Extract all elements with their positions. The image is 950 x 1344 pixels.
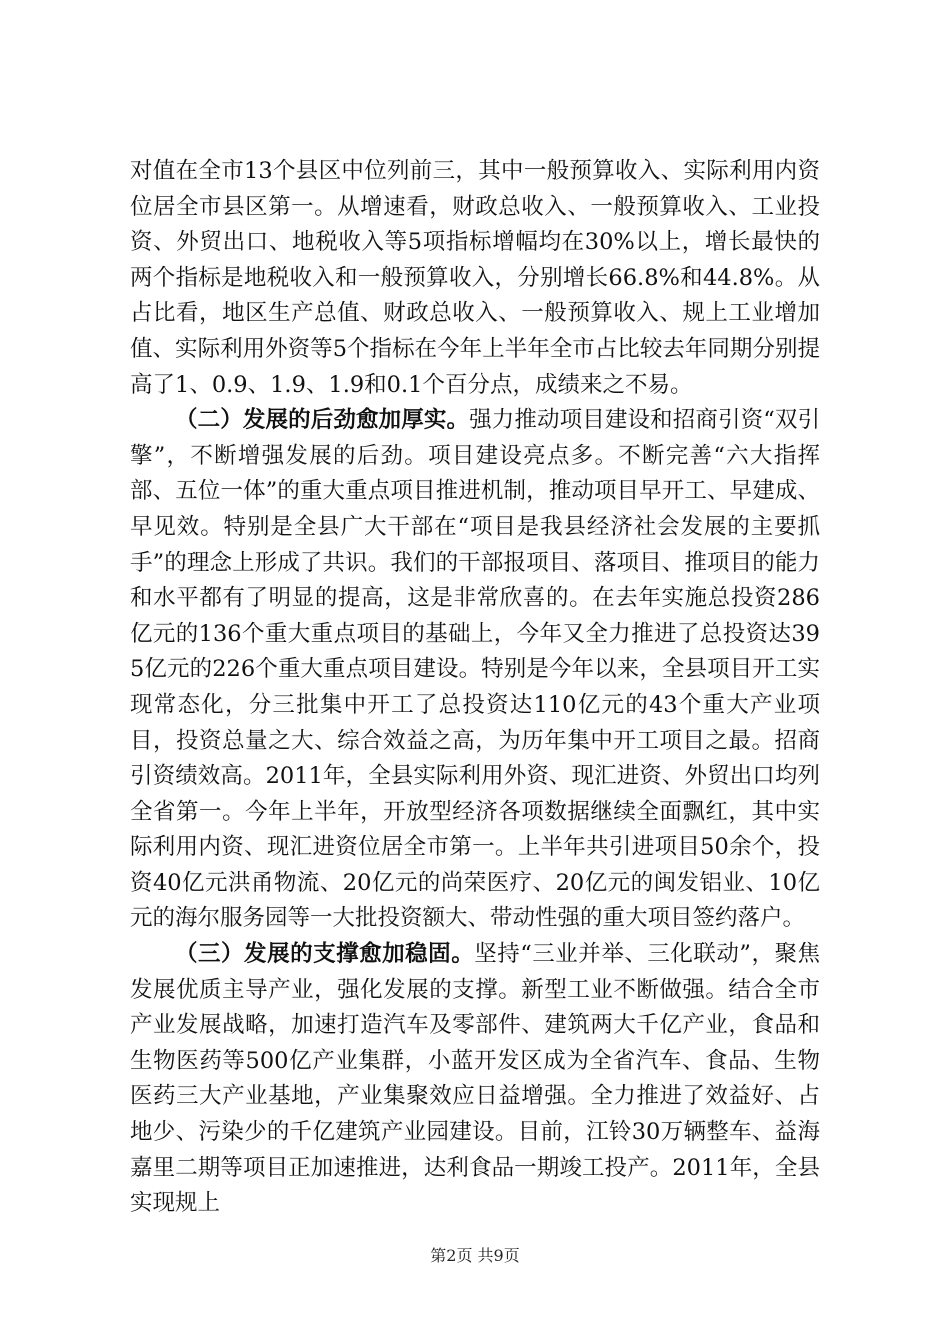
paragraph-3 [130,937,820,1222]
section-heading-3: （三）发展的支撑愈加稳固。 [175,941,475,968]
page-number-label: 第2页 共9页 [430,1246,520,1265]
paragraph-1-text: 对值在全市13个县区中位列前三，其中一般预算收入、实际利用内资位居全市县区第一。从增速看，财政总收入、一般预算收入、工业投资、外贸出口、地税收入等5项指标增幅均在30%以上，增长最快的两个指标是地税收入和一般预算收入，分别增长66.8%和44.8%。从占比看，地区生产总值、财政总收入、一般预算收入、规上工业增加值、实际利用外资等5个指标在今年上半年全市占比较去年同期分别提高了1、0.9、1.9、1.9和0.1个百分点，成绩来之不易。 [130,158,820,398]
paragraph-2-text: 强力推动项目建设和招商引资“双引擎”，不断增强发展的后劲。项目建设亮点多。不断完善“六大指挥部、五位一体”的重大重点项目推进机制，推动项目早开工、早建成、早见效。特别是全县广大干部在“项目是我县经济社会发展的主要抓手”的理念上形成了共识。我们的干部报项目、落项目、推项目的能力和水平都有了明显的提高，这是非常欣喜的。在去年实施总投资286亿元的136个重大重点项目的基础上，今年又全力推进了总投资达395亿元的226个重大重点项目建设。特别是今年以来，全县项目开工实现常态化，分三批集中开工了总投资达110亿元的43个重大产业项目，投资总量之大、综合效益之高，为历年集中开工项目之最。招商引资绩效高。2011年，全县实际利用外资、现汇进资、外贸出口均列全省第一。今年上半年，开放型经济各项数据继续全面飘红，其中实际利用内资、现汇进资位居全市第一。上半年共引进项目50余个，投资40亿元洪甬物流、20亿元的尚荣医疗、20亿元的闽发铝业、10亿元的海尔服务园等一大批投资额大、带动性强的重大项目签约落户。 [130,407,820,932]
paragraph-2 [130,403,820,937]
paragraph-3-text: 坚持“三业并举、三化联动”，聚焦发展优质主导产业，强化发展的支撑。新型工业不断做强。结合全市产业发展战略，加速打造汽车及零部件、建筑两大千亿产业，食品和生物医药等500亿产业集群，小蓝开发区成为全省汽车、食品、生物医药三大产业基地，产业集聚效应日益增强。全力推进了效益好、占地少、污染少的千亿建筑产业园建设。目前，江铃30万辆整车、益海嘉里二期等项目正加速推进，达利食品一期竣工投产。2011年，全县实现规上 [130,941,820,1217]
page-footer [0,1246,950,1266]
paragraph-1 [130,154,820,403]
section-heading-2: （二）发展的后劲愈加厚实。 [175,407,470,434]
document-body [130,154,820,1222]
